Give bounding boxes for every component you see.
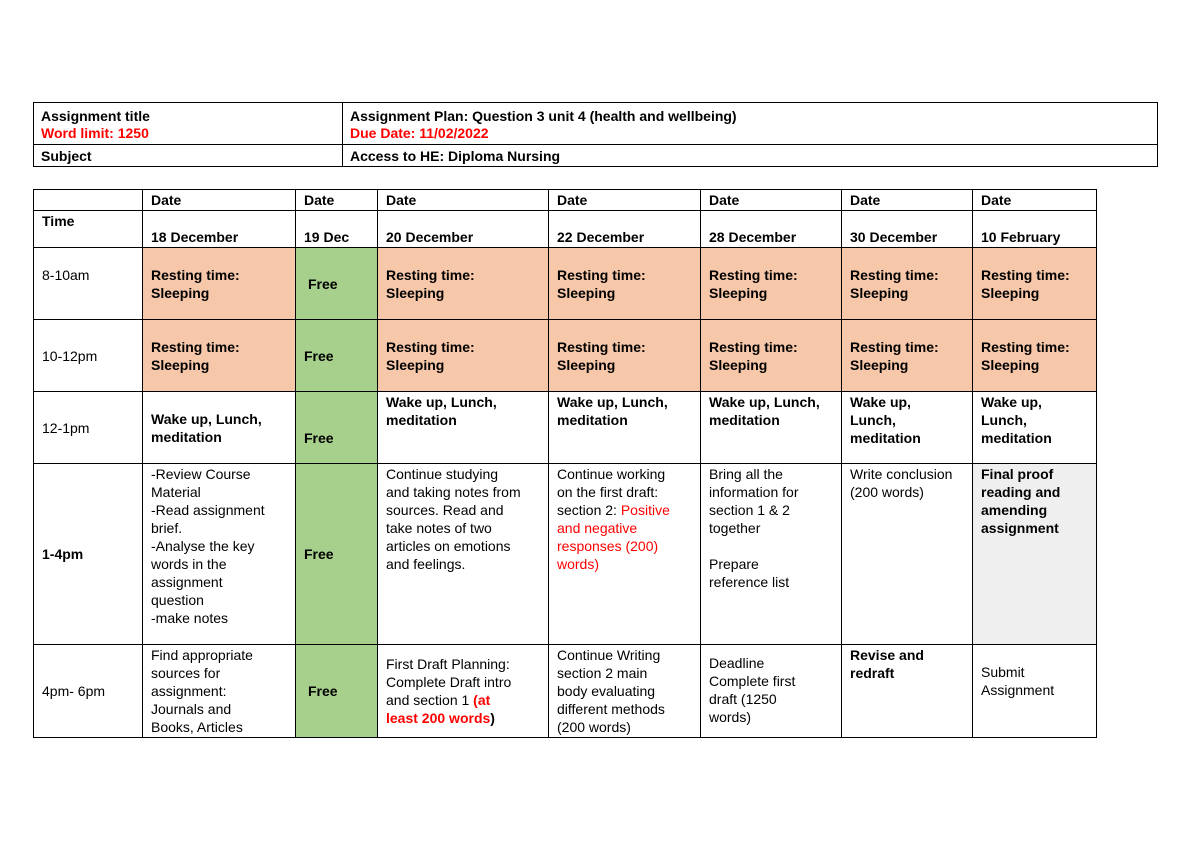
word-limit: Word limit: 1250	[41, 125, 149, 141]
resting-cell: Resting time: Sleeping	[378, 248, 549, 320]
task-cell: Write conclusion (200 words)	[842, 464, 973, 645]
task-cell: Find appropriate sources for assignment: Journals and Books, Articles	[143, 645, 296, 738]
date-label: Date	[701, 190, 842, 211]
resting-cell: Resting time: Sleeping	[701, 248, 842, 320]
date-label-row	[34, 190, 1097, 211]
task-text: First Draft Planning: Complete Draft intro and section 1	[386, 656, 512, 708]
task-cell	[378, 645, 549, 738]
date-value: 30 December	[842, 211, 973, 248]
due-date: Due Date: 11/02/2022	[350, 125, 489, 141]
time-label: 10-12pm	[34, 320, 143, 392]
free-cell: Free	[296, 645, 378, 738]
date-label: Date	[549, 190, 701, 211]
time-label: 12-1pm	[34, 392, 143, 464]
assignment-plan-title: Assignment Plan: Question 3 unit 4 (health and wellbeing)	[350, 108, 737, 124]
schedule-table	[33, 189, 1097, 738]
resting-cell: Resting time: Sleeping	[378, 320, 549, 392]
subject-label: Subject	[34, 145, 343, 167]
date-label: Date	[842, 190, 973, 211]
free-cell: Free	[296, 392, 378, 464]
task-cell: Deadline Complete first draft (1250 words)	[701, 645, 842, 738]
task-text-highlight: (at least 200 words	[386, 692, 491, 726]
subject-value: Access to HE: Diploma Nursing	[343, 145, 1158, 167]
task-cell: Submit Assignment	[973, 645, 1097, 738]
time-row-1-4pm	[34, 464, 1097, 645]
resting-cell: Resting time: Sleeping	[973, 320, 1097, 392]
time-row-4-6pm	[34, 645, 1097, 738]
resting-cell: Resting time: Sleeping	[143, 320, 296, 392]
task-cell: Revise and redraft	[842, 645, 973, 738]
lunch-cell: Wake up, Lunch, meditation	[842, 392, 973, 464]
resting-cell: Resting time: Sleeping	[842, 248, 973, 320]
time-row-10-12pm	[34, 320, 1097, 392]
corner-cell	[34, 190, 143, 211]
assignment-plan-cell	[343, 103, 1158, 145]
lunch-cell: Wake up, Lunch, meditation	[378, 392, 549, 464]
assignment-header-table	[33, 102, 1158, 167]
resting-cell: Resting time: Sleeping	[143, 248, 296, 320]
lunch-cell: Wake up, Lunch, meditation	[973, 392, 1097, 464]
date-value: 19 Dec	[296, 211, 378, 248]
date-label: Date	[143, 190, 296, 211]
date-label: Date	[378, 190, 549, 211]
lunch-cell: Wake up, Lunch, meditation	[143, 392, 296, 464]
task-cell	[549, 464, 701, 645]
date-label: Date	[296, 190, 378, 211]
resting-cell: Resting time: Sleeping	[549, 248, 701, 320]
assignment-title-label: Assignment title	[41, 108, 150, 124]
date-value: 28 December	[701, 211, 842, 248]
time-row-8-10am	[34, 248, 1097, 320]
task-cell: Continue Writing section 2 main body evaluating different methods (200 words)	[549, 645, 701, 738]
task-cell: -Review Course Material -Read assignment brief. -Analyse the key words in the assignment question -make notes	[143, 464, 296, 645]
date-value: 20 December	[378, 211, 549, 248]
assignment-title-cell	[34, 103, 343, 145]
resting-cell: Resting time: Sleeping	[549, 320, 701, 392]
time-label: 4pm- 6pm	[34, 645, 143, 738]
task-text-highlight: Positive and negative responses (200) words)	[557, 502, 670, 572]
task-text: Continue working on the first draft: section 2:	[557, 466, 666, 518]
lunch-cell: Wake up, Lunch, meditation	[549, 392, 701, 464]
time-row-12-1pm	[34, 392, 1097, 464]
resting-cell: Resting time: Sleeping	[701, 320, 842, 392]
date-value: 10 February	[973, 211, 1097, 248]
free-cell: Free	[296, 464, 378, 645]
time-label: 8-10am	[34, 248, 143, 320]
task-text: )	[490, 710, 495, 726]
resting-cell: Resting time: Sleeping	[973, 248, 1097, 320]
task-cell: Bring all the information for section 1 & 2 together Prepare reference list	[701, 464, 842, 645]
lunch-cell: Wake up, Lunch, meditation	[701, 392, 842, 464]
task-cell: Final proof reading and amending assignment	[973, 464, 1097, 645]
free-cell: Free	[296, 248, 378, 320]
date-label: Date	[973, 190, 1097, 211]
free-cell: Free	[296, 320, 378, 392]
date-values-row	[34, 211, 1097, 248]
time-header: Time	[34, 211, 143, 248]
date-value: 22 December	[549, 211, 701, 248]
resting-cell: Resting time: Sleeping	[842, 320, 973, 392]
time-label: 1-4pm	[34, 464, 143, 645]
task-cell: Continue studying and taking notes from sources. Read and take notes of two articles on emotions and feelings.	[378, 464, 549, 645]
date-value: 18 December	[143, 211, 296, 248]
